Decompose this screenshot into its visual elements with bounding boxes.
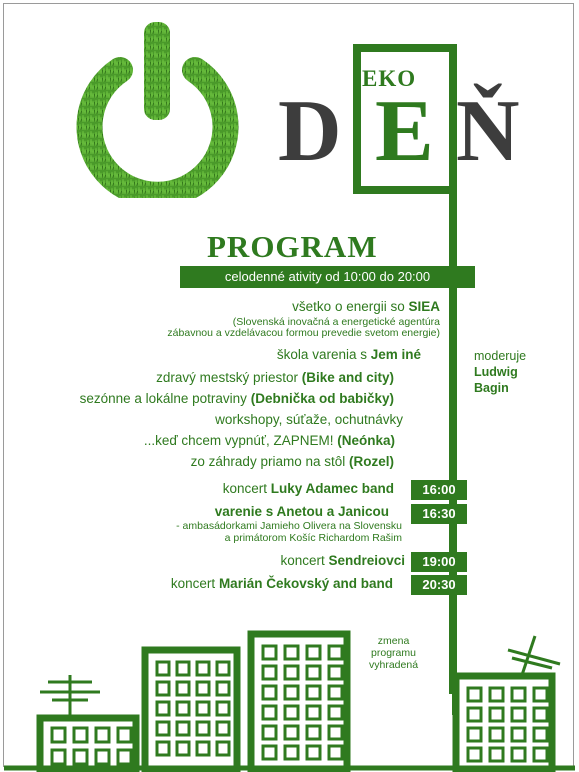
moderator-label: moderuje (474, 349, 527, 363)
building-window (74, 750, 87, 764)
building-window (217, 682, 229, 695)
building-window (307, 706, 320, 719)
building-window (490, 748, 503, 761)
activity-rozel: zo záhrady priamo na stôl (Rozel) (190, 454, 394, 469)
title-letter-d: D (278, 83, 342, 180)
building-window (329, 746, 342, 759)
building-window (96, 728, 109, 742)
moderator-name-2: Bagin (474, 381, 509, 395)
program-banner: celodenné ativity od 10:00 do 20:00 (180, 266, 475, 288)
activity-jem-ine: škola varenia s Jem iné (276, 347, 421, 362)
schedule-cekovsky: koncert Marián Čekovský and band (170, 576, 393, 591)
building-window (197, 702, 209, 715)
activity-debnicka: sezónne a lokálne potraviny (Debnička od babičky) (79, 391, 394, 406)
building-window (329, 646, 342, 659)
building-window (512, 728, 525, 741)
building-window (263, 746, 276, 759)
building-window (329, 666, 342, 679)
building-window (157, 742, 169, 755)
activity-neonka: ...keď chcem vypnúť, ZAPNEM! (Neónka) (143, 433, 395, 448)
title-letter-n: Ň (456, 83, 520, 180)
antenna-left-icon (40, 675, 100, 718)
building-window (512, 748, 525, 761)
building-window (118, 728, 131, 742)
building-window (263, 726, 276, 739)
building-window (468, 748, 481, 761)
building-window (177, 722, 189, 735)
building-window (263, 686, 276, 699)
schedule-varenie: varenie s Anetou a Janicou (214, 504, 389, 519)
building-window (197, 662, 209, 675)
building-5 (362, 700, 442, 770)
building-window (512, 708, 525, 721)
building-window (307, 686, 320, 699)
eko-label: EKO (362, 66, 417, 91)
building-window (307, 666, 320, 679)
building-window (197, 682, 209, 695)
building-window (157, 682, 169, 695)
antenna-right-icon (508, 636, 560, 675)
building-window (285, 646, 298, 659)
siea-note-1: (Slovenská inovačná a energetické agentúra (232, 316, 440, 328)
building-window (490, 728, 503, 741)
building-window (307, 726, 320, 739)
building-window (177, 682, 189, 695)
time-badge: 20:30 (411, 575, 467, 595)
building-window (96, 750, 109, 764)
building-window (197, 722, 209, 735)
program-change-note: zmena programu vyhradená (369, 635, 419, 671)
building-window (329, 726, 342, 739)
building-window (263, 646, 276, 659)
building-window (490, 708, 503, 721)
building-window (52, 750, 65, 764)
building-window (512, 688, 525, 701)
building-window (118, 750, 131, 764)
building-window (285, 706, 298, 719)
cooking-note-2: a primátorom Košíc Richardom Rašim (224, 532, 402, 544)
building-window (52, 728, 65, 742)
schedule-luky: koncert Luky Adamec band (222, 481, 394, 496)
building-window (285, 686, 298, 699)
building-window (217, 742, 229, 755)
building-window (468, 688, 481, 701)
building-window (468, 708, 481, 721)
building-window (534, 708, 547, 721)
building-window (534, 748, 547, 761)
time-badge: 19:00 (411, 552, 467, 572)
building-2 (145, 650, 237, 770)
building-window (285, 746, 298, 759)
building-window (157, 722, 169, 735)
building-window (217, 722, 229, 735)
activity-workshops: workshopy, súťaže, ochutnávky (215, 412, 403, 427)
building-window (177, 702, 189, 715)
building-window (534, 688, 547, 701)
moderator-name-1: Ludwig (474, 365, 518, 379)
siea-note-2: zábavnou a vzdelávacou formou prevedie svetom energie) (167, 327, 440, 339)
building-window (74, 728, 87, 742)
schedule-sendreiovci: koncert Sendreiovci (280, 553, 405, 568)
building-window (177, 742, 189, 755)
building-window (329, 706, 342, 719)
cooking-note-1: - ambasádorkami Jamieho Olivera na Slovensku (176, 520, 402, 532)
building-window (307, 746, 320, 759)
building-window (263, 666, 276, 679)
building-window (217, 662, 229, 675)
building-window (197, 742, 209, 755)
title-letter-e: E (375, 83, 434, 180)
program-title: PROGRAM (207, 229, 378, 264)
building-window (177, 662, 189, 675)
time-badge: 16:30 (411, 504, 467, 524)
building-window (534, 728, 547, 741)
building-window (307, 646, 320, 659)
building-window (217, 702, 229, 715)
building-window (468, 728, 481, 741)
building-window (263, 706, 276, 719)
time-badge: 16:00 (411, 480, 467, 500)
activity-bike: zdravý mestský priestor (Bike and city) (156, 370, 394, 385)
building-window (490, 688, 503, 701)
building-window (157, 702, 169, 715)
building-window (285, 726, 298, 739)
building-window (285, 666, 298, 679)
building-window (329, 686, 342, 699)
building-window (157, 662, 169, 675)
activity-siea: všetko o energii so SIEA (292, 299, 440, 314)
